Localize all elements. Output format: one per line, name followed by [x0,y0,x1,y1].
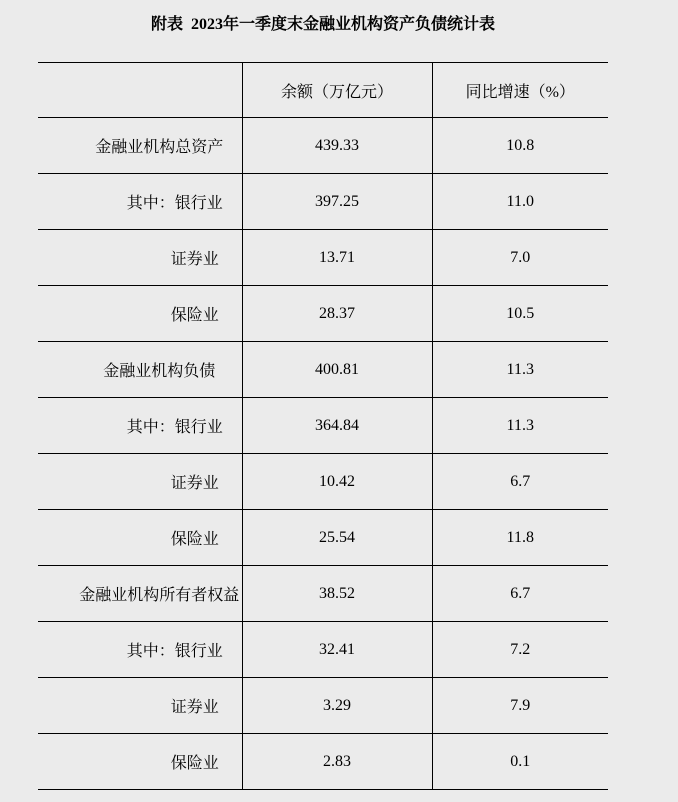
document-container [38,0,608,790]
balance-cell: 28.37 [242,286,432,342]
row-label-cell: 其中：银行业 [38,398,242,454]
growth-cell: 11.3 [432,398,608,454]
balance-cell: 13.71 [242,230,432,286]
balance-cell: 439.33 [242,118,432,174]
growth-cell: 10.5 [432,286,608,342]
row-label-cell: 证券业 [38,454,242,510]
row-label-cell: 证券业 [38,230,242,286]
table-row [38,286,608,342]
table-row [38,230,608,286]
table-row [38,174,608,230]
growth-cell: 7.0 [432,230,608,286]
row-label-cell: 金融业机构负债 [38,342,242,398]
row-label-cell: 其中：银行业 [38,174,242,230]
row-label-cell: 金融业机构总资产 [38,118,242,174]
statistics-table [38,62,608,790]
growth-cell: 11.0 [432,174,608,230]
header-cell-balance: 余额（万亿元） [242,63,432,118]
balance-cell: 25.54 [242,510,432,566]
table-row [38,342,608,398]
row-label-cell: 证券业 [38,678,242,734]
row-label-cell: 保险业 [38,734,242,790]
growth-cell: 6.7 [432,566,608,622]
table-row [38,118,608,174]
growth-cell: 0.1 [432,734,608,790]
page-title: 附表 2023年一季度末金融业机构资产负债统计表 [150,16,495,33]
table-row [38,454,608,510]
growth-cell: 6.7 [432,454,608,510]
row-label-cell: 金融业机构所有者权益 [38,566,242,622]
balance-cell: 2.83 [242,734,432,790]
header-cell-blank [38,63,242,118]
table-row [38,734,608,790]
balance-cell: 38.52 [242,566,432,622]
balance-cell: 400.81 [242,342,432,398]
header-cell-growth: 同比增速（%） [432,63,608,118]
balance-cell: 10.42 [242,454,432,510]
balance-cell: 397.25 [242,174,432,230]
growth-cell: 7.2 [432,622,608,678]
balance-cell: 3.29 [242,678,432,734]
growth-cell: 10.8 [432,118,608,174]
growth-cell: 11.3 [432,342,608,398]
balance-cell: 364.84 [242,398,432,454]
growth-cell: 7.9 [432,678,608,734]
table-row [38,678,608,734]
table-row [38,622,608,678]
table-row [38,566,608,622]
table-row [38,398,608,454]
header-row [38,63,608,118]
table-row [38,510,608,566]
growth-cell: 11.8 [432,510,608,566]
balance-cell: 32.41 [242,622,432,678]
row-label-cell: 其中：银行业 [38,622,242,678]
row-label-cell: 保险业 [38,286,242,342]
row-label-cell: 保险业 [38,510,242,566]
